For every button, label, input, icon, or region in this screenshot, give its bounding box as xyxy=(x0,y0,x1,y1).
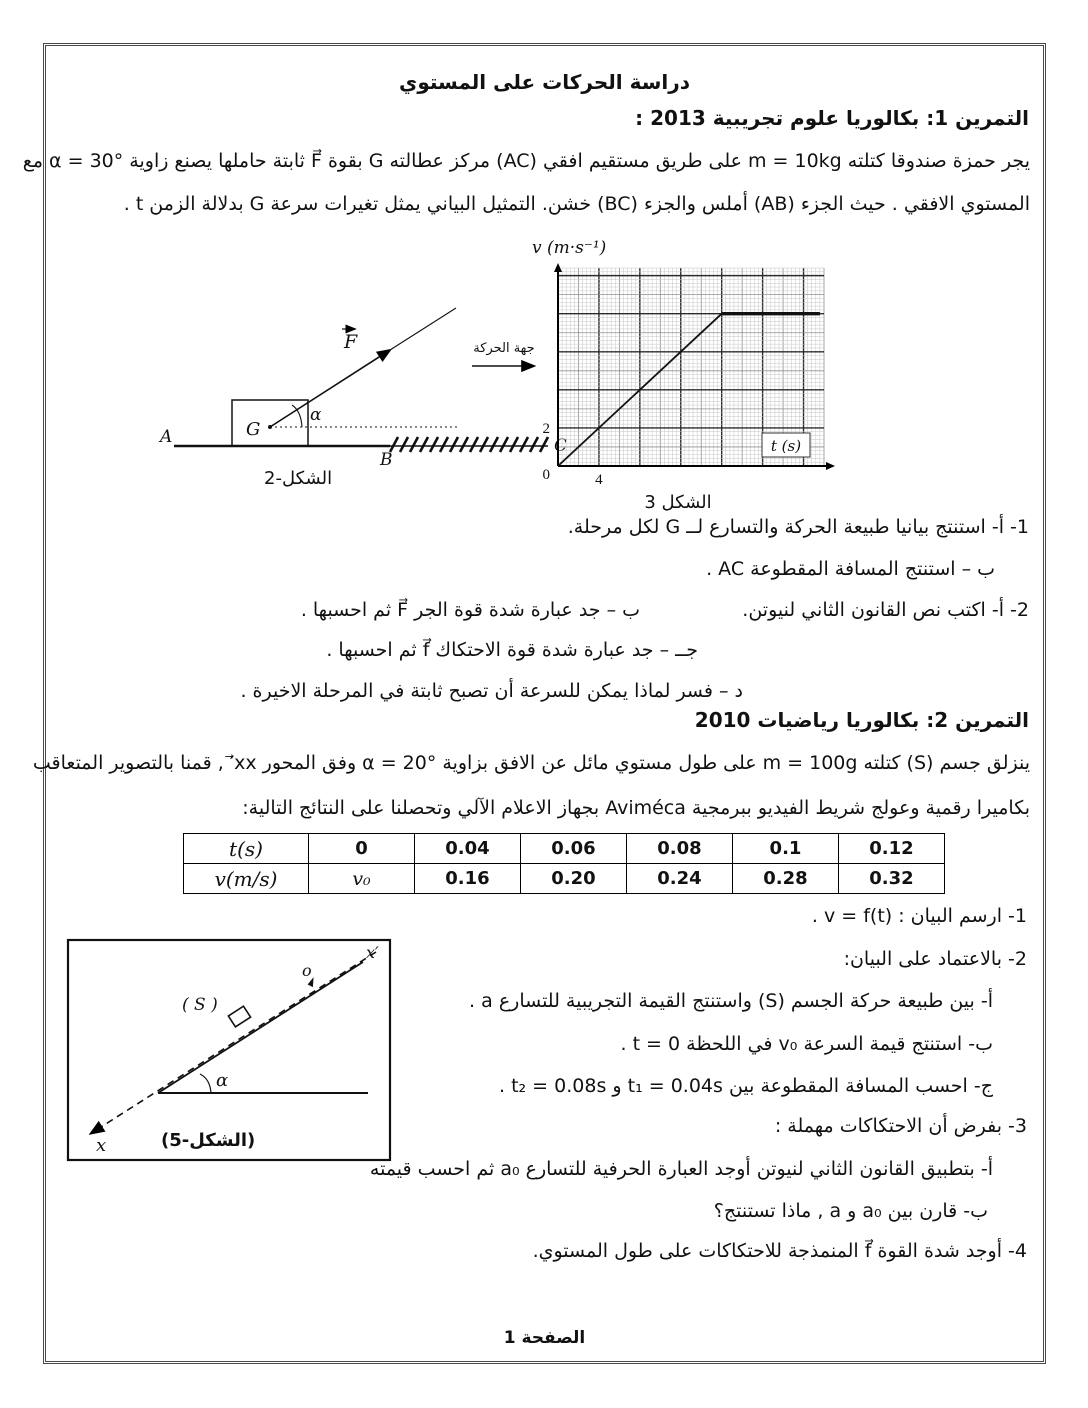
figure2-svg xyxy=(152,296,582,468)
x-axis-arrow xyxy=(826,462,835,470)
point-c-label: C xyxy=(554,436,568,456)
hatch-mark xyxy=(400,437,408,452)
figure2 xyxy=(152,296,582,496)
hatch-mark xyxy=(460,437,468,452)
table-row-velocity xyxy=(184,864,945,894)
body-label: ( S ) xyxy=(182,995,218,1015)
graph-xlabel: t (s) xyxy=(770,437,802,455)
v-cell-5: 0.32 xyxy=(839,864,945,894)
t-cell-3: 0.08 xyxy=(627,834,733,864)
table-row-time xyxy=(184,834,945,864)
incline-angle-arc xyxy=(200,1074,211,1093)
figure3-caption: الشكل 3 xyxy=(644,492,712,513)
hatch-mark xyxy=(410,437,418,452)
hatch-mark xyxy=(510,437,518,452)
exercise2-intro-line1: ينزلق جسم (S) كتلته m = 100g على طول مستوي مائل عن الافق بزاوية α = 20° وفق المحور xx′⃗ , قمنا بالتصوير المتعاقب xyxy=(32,752,1030,774)
x-prime-label: x′ xyxy=(366,943,379,962)
box-outline xyxy=(232,400,308,446)
ex2-question-4: 4- أوجد شدة القوة f⃗ المنمذجة للاحتكاكات على طول المستوي. xyxy=(532,1240,1027,1262)
v-cell-0: v₀ xyxy=(309,864,415,894)
force-line-of-action xyxy=(390,308,456,350)
x-tick-label: 4 xyxy=(595,472,603,488)
force-arrow xyxy=(270,350,390,427)
ex2-question-3b: ب- قارن بين a₀ و a , ماذا تستنتج؟ xyxy=(713,1200,988,1222)
ex2-question-3a: أ- بتطبيق القانون الثاني لنيوتن أوجد العبارة الحرفية للتسارع a₀ ثم احسب قيمته xyxy=(369,1158,993,1180)
incline-angle-label: α xyxy=(216,1070,229,1091)
hatch-mark xyxy=(520,437,528,452)
table-header-t: t(s) xyxy=(184,834,309,864)
velocity-graph-svg xyxy=(528,262,842,488)
sliding-block xyxy=(228,1006,250,1027)
y-tick-label: 2 xyxy=(542,420,550,437)
angle-label: α xyxy=(310,405,322,425)
exercise2-heading: التمرين 2: بكالوريا رياضيات 2010 xyxy=(694,708,1029,732)
figure2-caption: الشكل-2 xyxy=(264,468,333,489)
hatch-mark xyxy=(470,437,478,452)
x-axis-label: x xyxy=(96,1135,107,1156)
v-cell-2: 0.20 xyxy=(521,864,627,894)
ex1-question-1b: ب – استنتج المسافة المقطوعة AC . xyxy=(706,558,995,580)
ex1-question-2d: د – فسر لماذا يمكن للسرعة أن تصبح ثابتة في المرحلة الاخيرة . xyxy=(240,680,743,702)
rough-section-hatching xyxy=(390,437,548,452)
measurements-table xyxy=(183,833,945,894)
incline-line xyxy=(158,962,363,1093)
t-cell-2: 0.06 xyxy=(521,834,627,864)
ex2-question-2c: ج- احسب المسافة المقطوعة بين t₁ = 0.04s و t₂ = 0.08s . xyxy=(498,1075,993,1097)
exercise2-intro-line2: بكاميرا رقمية وعولج شريط الفيديو ببرمجية Aviméca بجهاز الاعلام الآلي وتحصلنا على النتائج التالية: xyxy=(242,797,1030,819)
velocity-graph xyxy=(528,238,858,518)
page-frame xyxy=(22,43,1046,1364)
page-title: دراسة الحركات على المستوي xyxy=(399,70,690,94)
ex1-question-2a: 2- أ- اكتب نص القانون الثاني لنيوتن. xyxy=(742,599,1029,621)
hatch-mark xyxy=(430,437,438,452)
exercise1-intro-line1: يجر حمزة صندوقا كتلته m = 10kg على طريق مستقيم افقي (AC) مركز عطالته G بقوة F⃗ ثابتة حاملها يصنع زاوية α = 30° مع xyxy=(22,150,1030,172)
motion-direction-label: جهة الحركة xyxy=(473,341,535,356)
hatch-mark xyxy=(490,437,498,452)
t-cell-4: 0.1 xyxy=(733,834,839,864)
hatch-mark xyxy=(440,437,448,452)
hatch-mark xyxy=(450,437,458,452)
origin-label: 0 xyxy=(542,467,550,483)
exercise1-heading: التمرين 1: بكالوريا علوم تجريبية 2013 : xyxy=(635,106,1029,130)
figure5 xyxy=(66,938,396,1166)
t-cell-1: 0.04 xyxy=(415,834,521,864)
y-axis-arrow xyxy=(554,263,562,272)
hatch-mark xyxy=(420,437,428,452)
point-a-label: A xyxy=(160,427,173,447)
figure5-caption: (الشكل-5) xyxy=(161,1130,256,1151)
ex1-question-2c: جــ – جد عبارة شدة قوة الاحتكاك f⃗ ثم احسبها . xyxy=(326,639,698,661)
page-number: الصفحة 1 xyxy=(503,1328,586,1348)
t-cell-0: 0 xyxy=(309,834,415,864)
force-label: F xyxy=(344,331,358,353)
point-b-label: B xyxy=(380,450,393,468)
v-cell-3: 0.24 xyxy=(627,864,733,894)
ex2-question-2a: أ- بين طبيعة حركة الجسم (S) واستنتج القيمة التجريبية للتسارع a . xyxy=(469,990,993,1012)
ex1-question-1a: 1- أ- استنتج بيانيا طبيعة الحركة والتسارع لــ G لكل مرحلة. xyxy=(567,516,1029,538)
v-cell-4: 0.28 xyxy=(733,864,839,894)
figure5-svg xyxy=(66,938,392,1162)
t-cell-5: 0.12 xyxy=(839,834,945,864)
exercise1-intro-line2: المستوي الافقي . حيث الجزء (AB) أملس والجزء (BC) خشن. التمثيل البياني يمثل تغيرات سرعة G بدلالة الزمن t . xyxy=(123,193,1030,215)
center-label: G xyxy=(246,419,261,440)
ex2-question-2b: ب- استنتج قيمة السرعة v₀ في اللحظة t = 0 . xyxy=(620,1033,993,1055)
ex1-question-2b: ب – جد عبارة شدة قوة الجر F⃗ ثم احسبها . xyxy=(300,599,640,621)
hatch-mark xyxy=(480,437,488,452)
hatch-mark xyxy=(500,437,508,452)
ex2-question-3: 3- بفرض أن الاحتكاكات مهملة : xyxy=(774,1115,1027,1137)
v-cell-1: 0.16 xyxy=(415,864,521,894)
graph-ylabel: v (m·s⁻¹) xyxy=(532,238,607,258)
ex2-question-2: 2- بالاعتماد على البيان: xyxy=(843,948,1027,970)
ex2-question-1: 1- ارسم البيان : v = f(t) . xyxy=(811,905,1027,927)
x-axis-dashed-line xyxy=(90,952,376,1134)
origin-label: o xyxy=(302,961,312,980)
table-header-v: v(m/s) xyxy=(184,864,309,894)
